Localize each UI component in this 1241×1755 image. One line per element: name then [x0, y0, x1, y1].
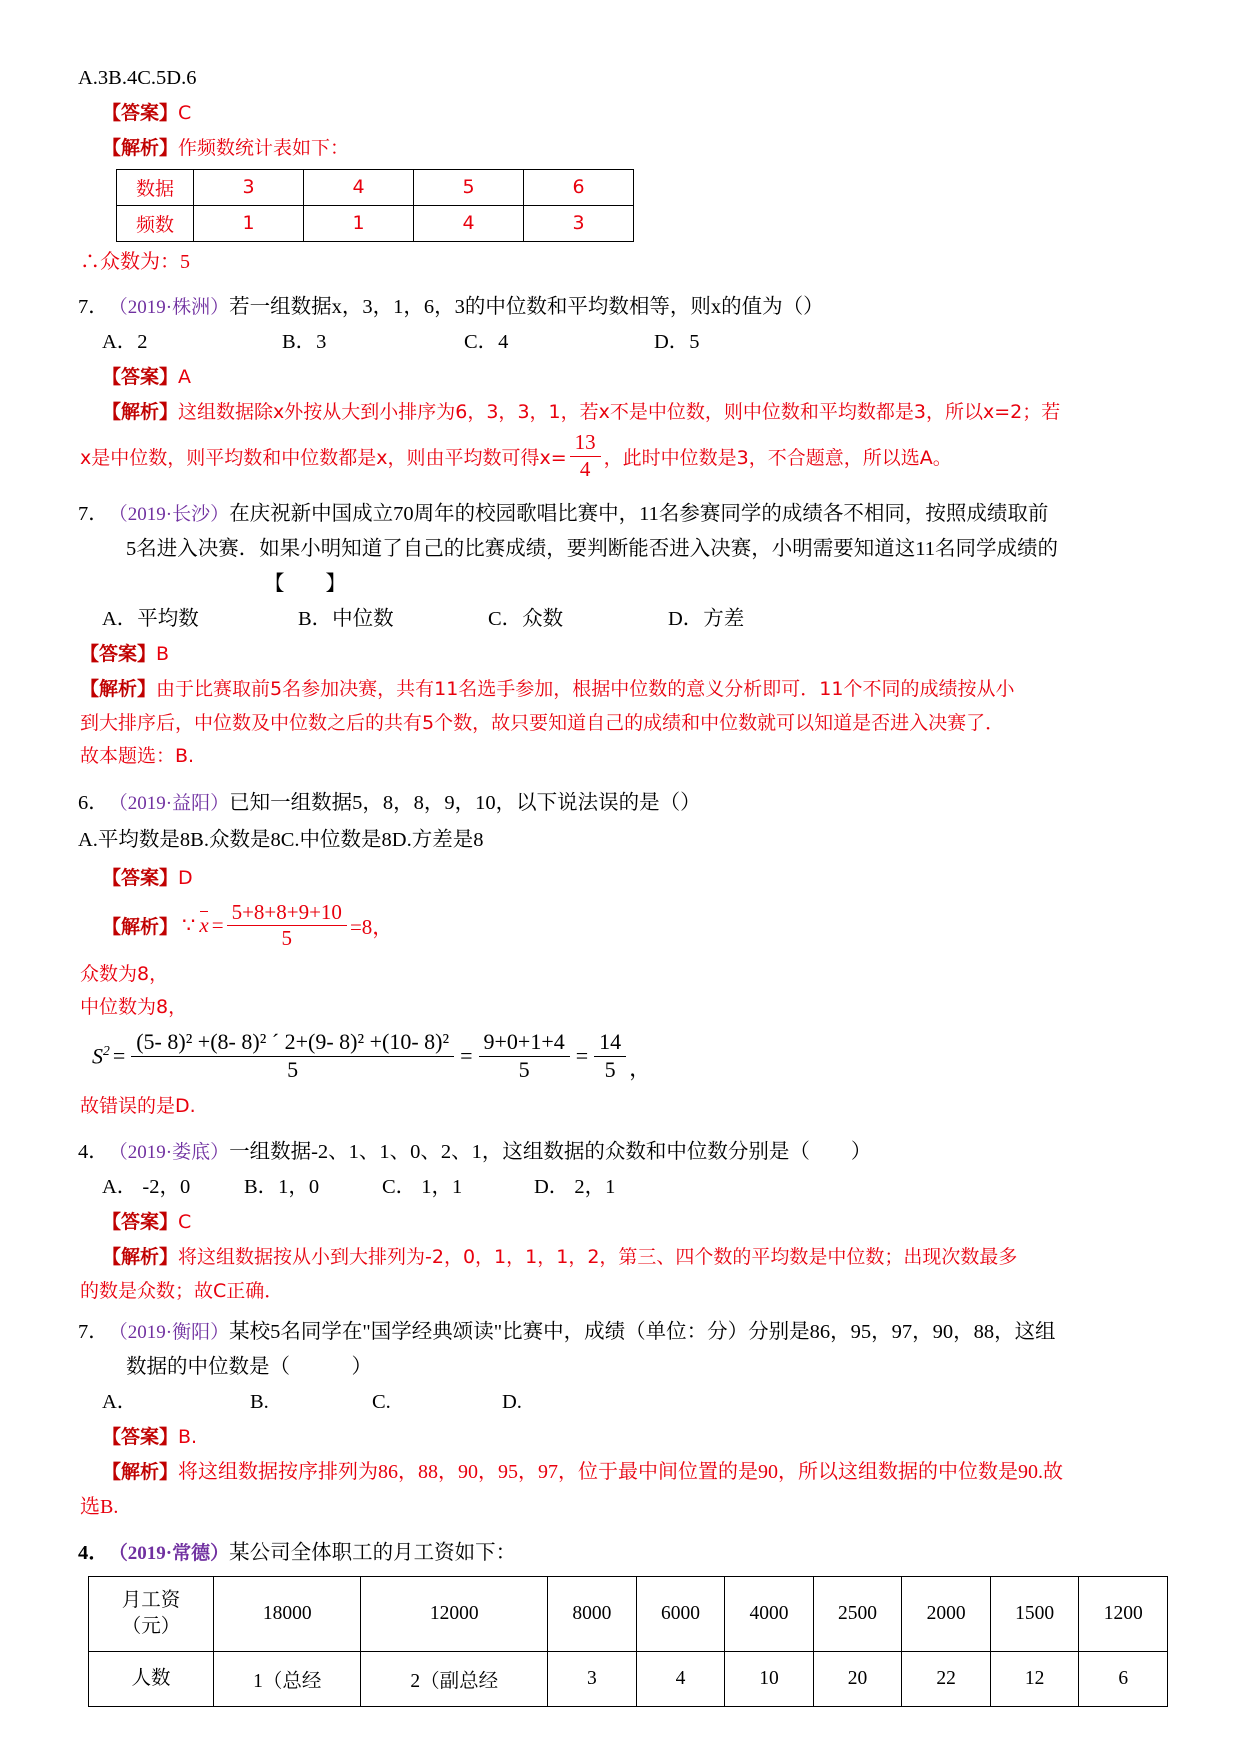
freq-cell: 4 [414, 205, 524, 241]
answer-tag: 【答案】 [102, 102, 179, 125]
salary-row-label [89, 1577, 214, 1652]
option-d[interactable]: D．5 [654, 330, 700, 353]
trailing-comma: ， [629, 1055, 652, 1081]
changsha-stem-line2: 5名进入决赛．如果小明知道了自己的比赛成绩，要判断能否进入决赛，小明需要知道这11名同学成绩的 [126, 538, 1058, 560]
salary-label-line1: 月工资 [121, 1590, 181, 1612]
question-changsha-stem [78, 497, 1163, 532]
changsha-analysis-row [78, 673, 1163, 706]
yiyang-median-line: 中位数为8， [80, 995, 188, 1018]
table-row [117, 169, 634, 205]
equals-sign: = [575, 1043, 589, 1069]
zhuzhou-analysis-line2 [78, 431, 1163, 481]
answer-tag: 【答案】 [102, 1211, 179, 1234]
count-cell: 10 [725, 1652, 814, 1707]
analysis-tag: 【解析】 [102, 1246, 179, 1269]
salary-cell: 12000 [361, 1577, 548, 1652]
options-changsha [78, 602, 1163, 638]
count-cell: 22 [902, 1652, 991, 1707]
row-label-data: 数据 [117, 169, 194, 205]
zhuzhou-answer-value: A [178, 365, 192, 388]
question-yiyang-stem [78, 786, 1163, 821]
zhuzhou-answer-row [78, 361, 1163, 394]
table-row [117, 205, 634, 241]
question-text-line1: 某校5名同学在"国学经典颂读"比赛中，成绩（单位：分）分别是86，95，97，90，88，这组 [229, 1321, 1056, 1344]
q1-conclusion: ∴众数为：5 [80, 250, 190, 273]
question-loudi-stem [78, 1135, 1163, 1170]
analysis-tag: 【解析】 [102, 916, 179, 939]
variance-fraction-2 [479, 1030, 570, 1082]
zhuzhou-analysis-line1: 这组数据除x外按从大到小排序为6，3，3，1，若x不是中位数，则中位数和平均数都是3，所以x=2；若 [178, 400, 1061, 423]
option-d[interactable]: D． 2，1 [534, 1176, 616, 1199]
zhuzhou-analysis-row [78, 396, 1163, 429]
table-row-salary [89, 1577, 1168, 1652]
loudi-analysis-line2: 的数是众数；故C正确． [80, 1280, 284, 1303]
yiyang-mode-line: 众数为8， [80, 962, 169, 985]
count-cell: 6 [1079, 1652, 1168, 1707]
zhuzhou-analysis-line2-post: ，此时中位数是3，不合题意，所以选A。 [603, 446, 952, 469]
question-number: 4． [78, 1141, 109, 1164]
question-source: （2019·娄底） [108, 1142, 230, 1164]
count-cell: 20 [813, 1652, 902, 1707]
table-row-count [89, 1652, 1168, 1707]
salary-cell: 1500 [990, 1577, 1079, 1652]
equals-sign: = [211, 913, 224, 938]
option-c[interactable]: C．4 [464, 330, 509, 353]
option-d[interactable]: D．方差 [668, 607, 745, 630]
loudi-answer-row [78, 1206, 1163, 1239]
count-cell: 1（总经 [214, 1652, 361, 1707]
yiyang-answer-value: D [178, 866, 193, 889]
salary-table [88, 1576, 1168, 1707]
yiyang-conclusion: 故错误的是D. [80, 1094, 196, 1117]
count-cell: 4 [636, 1652, 725, 1707]
salary-cell: 6000 [636, 1577, 725, 1652]
option-b[interactable]: B. [250, 1390, 269, 1413]
question-text: 若一组数据x，3，1，6，3的中位数和平均数相等，则x的值为（） [229, 296, 824, 318]
hengyang-analysis-row [78, 1456, 1163, 1489]
option-c[interactable]: C. [372, 1390, 391, 1413]
fraction-denominator: 5 [604, 1056, 616, 1082]
equals-sign: = [460, 1043, 473, 1069]
question-zhuzhou-stem [78, 290, 1163, 325]
option-a[interactable]: A． [102, 1390, 138, 1413]
answer-tag: 【答案】 [102, 866, 179, 889]
loudi-analysis-row [78, 1241, 1163, 1274]
analysis-tag: 【解析】 [80, 677, 157, 700]
question-source: （2019·长沙） [108, 504, 230, 526]
count-cell: 3 [548, 1652, 637, 1707]
frequency-table [116, 169, 634, 242]
question-source: （2019·益阳） [108, 792, 230, 814]
count-row-label: 人数 [89, 1652, 214, 1707]
question-source: （2019·衡阳） [108, 1322, 230, 1344]
variance-fraction-3 [594, 1030, 626, 1082]
loudi-analysis-line1: 将这组数据按从小到大排列为‐2，0，1，1，1，2，第三、四个数的平均数是中位数；出现次数最多 [178, 1246, 1018, 1269]
because-symbol: ∵ [182, 913, 196, 938]
analysis-tag: 【解析】 [102, 400, 179, 423]
equals-sign: = [112, 1043, 126, 1069]
q1-options-line: A.3B.4C.5D.6 [78, 67, 197, 89]
freq-cell: 1 [304, 205, 414, 241]
salary-cell: 1200 [1079, 1577, 1168, 1652]
question-number: 7． [78, 296, 109, 318]
option-d[interactable]: D. [502, 1390, 522, 1413]
fraction-numerator: 5+8+8+9+10 [227, 901, 347, 927]
q1-answer-value: C [178, 102, 192, 125]
answer-tag: 【答案】 [80, 642, 157, 665]
hengyang-stem-line2: 数据的中位数是（ ） [126, 1356, 372, 1379]
changsha-answer-blank[interactable]: 【 】 [264, 572, 346, 595]
question-hengyang-stem [78, 1315, 1163, 1350]
option-a[interactable]: A．平均数 [102, 607, 199, 630]
option-c[interactable]: C．众数 [488, 607, 564, 630]
salary-cell: 4000 [725, 1577, 814, 1652]
option-b[interactable]: B．3 [282, 330, 327, 353]
option-c[interactable]: C． 1，1 [382, 1176, 463, 1199]
fraction-denominator: 5 [281, 926, 292, 951]
options-zhuzhou [78, 325, 1163, 361]
changsha-analysis-line1: 由于比赛取前5名参加决赛，共有11名选手参加，根据中位数的意义分析即可．11个不同的成绩按从小 [156, 677, 1015, 700]
answer-tag: 【答案】 [102, 365, 179, 388]
changsha-analysis-line2: 到大排序后，中位数及中位数之后的共有5个数，故只要知道自己的成绩和中位数就可以知道是否进入决赛了． [80, 711, 1005, 734]
data-cell: 5 [414, 169, 524, 205]
salary-label-line2: （元） [121, 1616, 181, 1638]
analysis-tag: 【解析】 [102, 1460, 179, 1483]
changsha-answer-row [78, 638, 1163, 671]
freq-cell: 1 [194, 205, 304, 241]
zhuzhou-analysis-line2-pre: x是中位数，则平均数和中位数都是x，则由平均数可得x= [80, 446, 567, 469]
data-cell: 6 [524, 169, 634, 205]
options-hengyang [78, 1385, 1163, 1421]
option-b[interactable]: B．中位数 [298, 607, 394, 630]
q1-answer-row [78, 97, 1163, 130]
count-cell: 2（副总经 [361, 1652, 548, 1707]
fraction-denominator: 5 [518, 1056, 530, 1082]
fraction-13-over-4 [570, 431, 601, 481]
question-number: 7． [78, 503, 109, 526]
hengyang-answer-value: B. [178, 1425, 198, 1448]
question-text: 一组数据‐2、1、1、0、2、1，这组数据的众数和中位数分别是（ ） [229, 1141, 872, 1164]
hengyang-analysis-line2: 选B. [80, 1496, 119, 1519]
yiyang-options-line: A.平均数是8B.众数是8C.中位数是8D.方差是8 [78, 829, 484, 852]
fraction-numerator: 9+0+1+4 [479, 1030, 570, 1057]
yiyang-mean-formula [78, 901, 1163, 951]
question-text-line1: 在庆祝新中国成立70周年的校园歌唱比赛中，11名参赛同学的成绩各不相同，按照成绩取前 [229, 503, 1049, 526]
options-loudi [78, 1170, 1163, 1206]
freq-cell: 3 [524, 205, 634, 241]
salary-cell: 2000 [902, 1577, 991, 1652]
question-changde-stem [78, 1536, 1163, 1571]
changsha-answer-value: B [156, 642, 170, 665]
count-cell: 12 [990, 1652, 1079, 1707]
option-a[interactable]: A． -2，0 [102, 1176, 191, 1199]
data-cell: 3 [194, 169, 304, 205]
yiyang-answer-row [78, 862, 1163, 895]
option-a[interactable]: A．2 [102, 330, 148, 353]
salary-cell: 8000 [548, 1577, 637, 1652]
mean-result: =8， [349, 914, 394, 939]
changsha-analysis-line3: 故本题选：B. [80, 744, 195, 767]
question-number: 4． [78, 1541, 109, 1564]
fraction-numerator: 13 [570, 431, 601, 457]
option-b[interactable]: B．1，0 [244, 1176, 320, 1199]
loudi-answer-value: C [178, 1211, 192, 1234]
variance-fraction-1 [131, 1030, 454, 1082]
hengyang-answer-row [78, 1421, 1163, 1454]
question-source: （2019·株洲） [108, 297, 230, 318]
row-label-freq: 频数 [117, 205, 194, 241]
answer-tag: 【答案】 [102, 1425, 179, 1448]
variance-formula [78, 1030, 1163, 1082]
q1-analysis-text: 作频数统计表如下： [178, 137, 350, 160]
fraction-denominator: 5 [287, 1056, 299, 1082]
fraction-numerator: 14 [594, 1030, 626, 1057]
salary-cell: 2500 [813, 1577, 902, 1652]
analysis-tag: 【解析】 [102, 137, 179, 160]
data-cell: 4 [304, 169, 414, 205]
hengyang-analysis-line1: 将这组数据按序排列为86，88，90，95，97，位于最中间位置的是90，所以这组数据的中位数是90.故 [178, 1460, 1064, 1483]
q1-analysis-row [78, 132, 1163, 165]
question-text: 某公司全体职工的月工资如下： [229, 1541, 517, 1564]
variance-symbol: $S^2$ [92, 1043, 110, 1069]
question-source: （2019·常德） [108, 1542, 230, 1564]
question-text: 已知一组数据5，8，8，9，10，以下说法误的是（） [229, 791, 701, 814]
mean-variable: x [199, 913, 209, 938]
question-number: 6． [78, 791, 109, 814]
salary-cell: 18000 [214, 1577, 361, 1652]
mean-fraction [227, 901, 347, 951]
fraction-numerator: (5- 8)² +(8- 8)² ´ 2+(9- 8)² +(10- 8)² [131, 1030, 454, 1057]
question-number: 7． [78, 1321, 109, 1344]
fraction-denominator: 4 [579, 456, 591, 481]
